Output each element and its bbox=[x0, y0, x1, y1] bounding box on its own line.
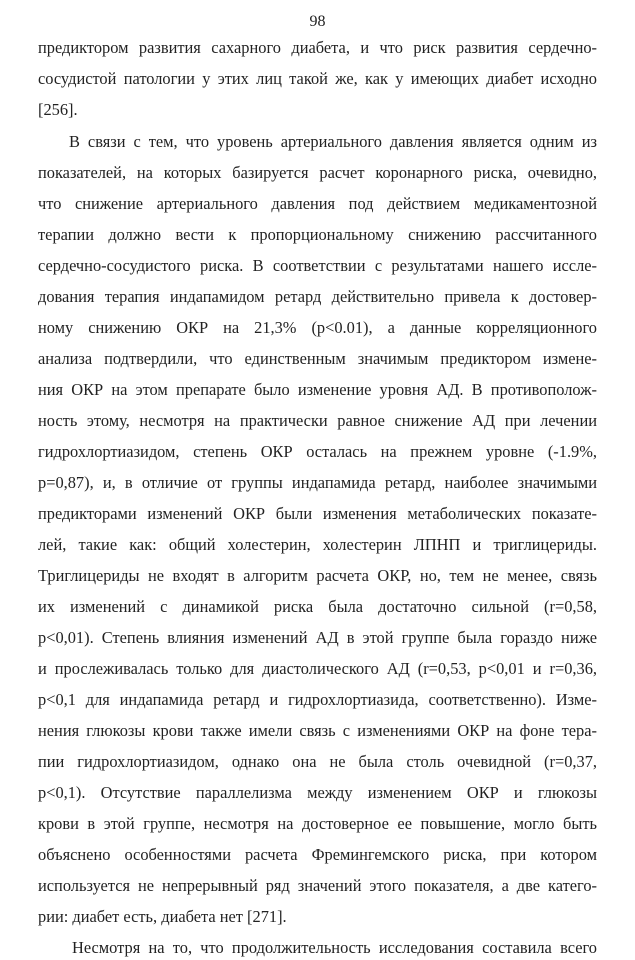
text-line: пии гидрохлортиазидом, однако она не была столь очевидной (r=0,37, bbox=[38, 752, 597, 771]
text-line: терапии должно вести к пропорциональному снижению рассчитанного bbox=[38, 225, 597, 244]
text-line: лей, такие как: общий холестерин, холестерин ЛПНП и триглицериды. bbox=[38, 535, 597, 554]
text-line: В связи с тем, что уровень артериального давления является одним из bbox=[69, 132, 597, 151]
text-line: дования терапия индапамидом ретард действительно привела к достовер- bbox=[38, 287, 597, 306]
text-line: [256]. bbox=[38, 100, 78, 119]
text-line: что снижение артериального давления под действием медикаментозной bbox=[38, 194, 597, 213]
text-line: сердечно-сосудистого риска. В соответствии с результатами нашего иссле- bbox=[38, 256, 597, 275]
text-line: Триглицериды не входят в алгоритм расчета ОКР, но, тем не менее, связь bbox=[38, 566, 597, 585]
text-line: p<0,1 для индапамида ретард и гидрохлортиазида, соответственно). Изме- bbox=[38, 690, 597, 709]
page-number: 98 bbox=[309, 13, 326, 30]
text-line: p=0,87), и, в отличие от группы индапамида ретард, наиболее значимыми bbox=[38, 473, 597, 492]
text-line: ность этому, несмотря на практически равное снижение АД при лечении bbox=[38, 411, 597, 430]
text-line: используется не непрерывный ряд значений этого показателя, а две катего- bbox=[38, 876, 597, 895]
text-line: крови в этой группе, несмотря на достоверное ее повышение, могло быть bbox=[38, 814, 597, 833]
text-line: гидрохлортиазидом, степень ОКР осталась на прежнем уровне (-1.9%, bbox=[38, 442, 597, 461]
text-line: p<0,01). Степень влияния изменений АД в этой группе была гораздо ниже bbox=[38, 628, 597, 647]
text-line: сосудистой патологии у этих лиц такой же, как у имеющих диабет исходно bbox=[38, 69, 597, 88]
text-line: анализа подтвердили, что единственным значимым предиктором измене- bbox=[38, 349, 597, 368]
text-line: p<0,1). Отсутствие параллелизма между изменением ОКР и глюкозы bbox=[38, 783, 597, 802]
text-line: нения глюкозы крови также имели связь с изменениями ОКР на фоне тера- bbox=[38, 721, 597, 740]
text-line: рии: диабет есть, диабета нет [271]. bbox=[38, 907, 287, 926]
text-line: показателей, на которых базируется расчет коронарного риска, очевидно, bbox=[38, 163, 597, 182]
text-line: предиктором развития сахарного диабета, и что риск развития сердечно- bbox=[38, 38, 597, 57]
text-line: ному снижению ОКР на 21,3% (p<0.01), а данные корреляционного bbox=[38, 318, 597, 337]
text-line: ния ОКР на этом препарате было изменение уровня АД. В противополож- bbox=[38, 380, 597, 399]
text-line: предикторами изменений ОКР были изменения метаболических показате- bbox=[38, 504, 597, 523]
text-line: объяснено особенностями расчета Фремингемского риска, при котором bbox=[38, 845, 597, 864]
text-line: их изменений с динамикой риска была достаточно сильной (r=0,58, bbox=[38, 597, 597, 616]
text-line: Несмотря на то, что продолжительность исследования составила всего bbox=[72, 938, 597, 957]
text-line: и прослеживалась только для диастолического АД (r=0,53, p<0,01 и r=0,36, bbox=[38, 659, 597, 678]
